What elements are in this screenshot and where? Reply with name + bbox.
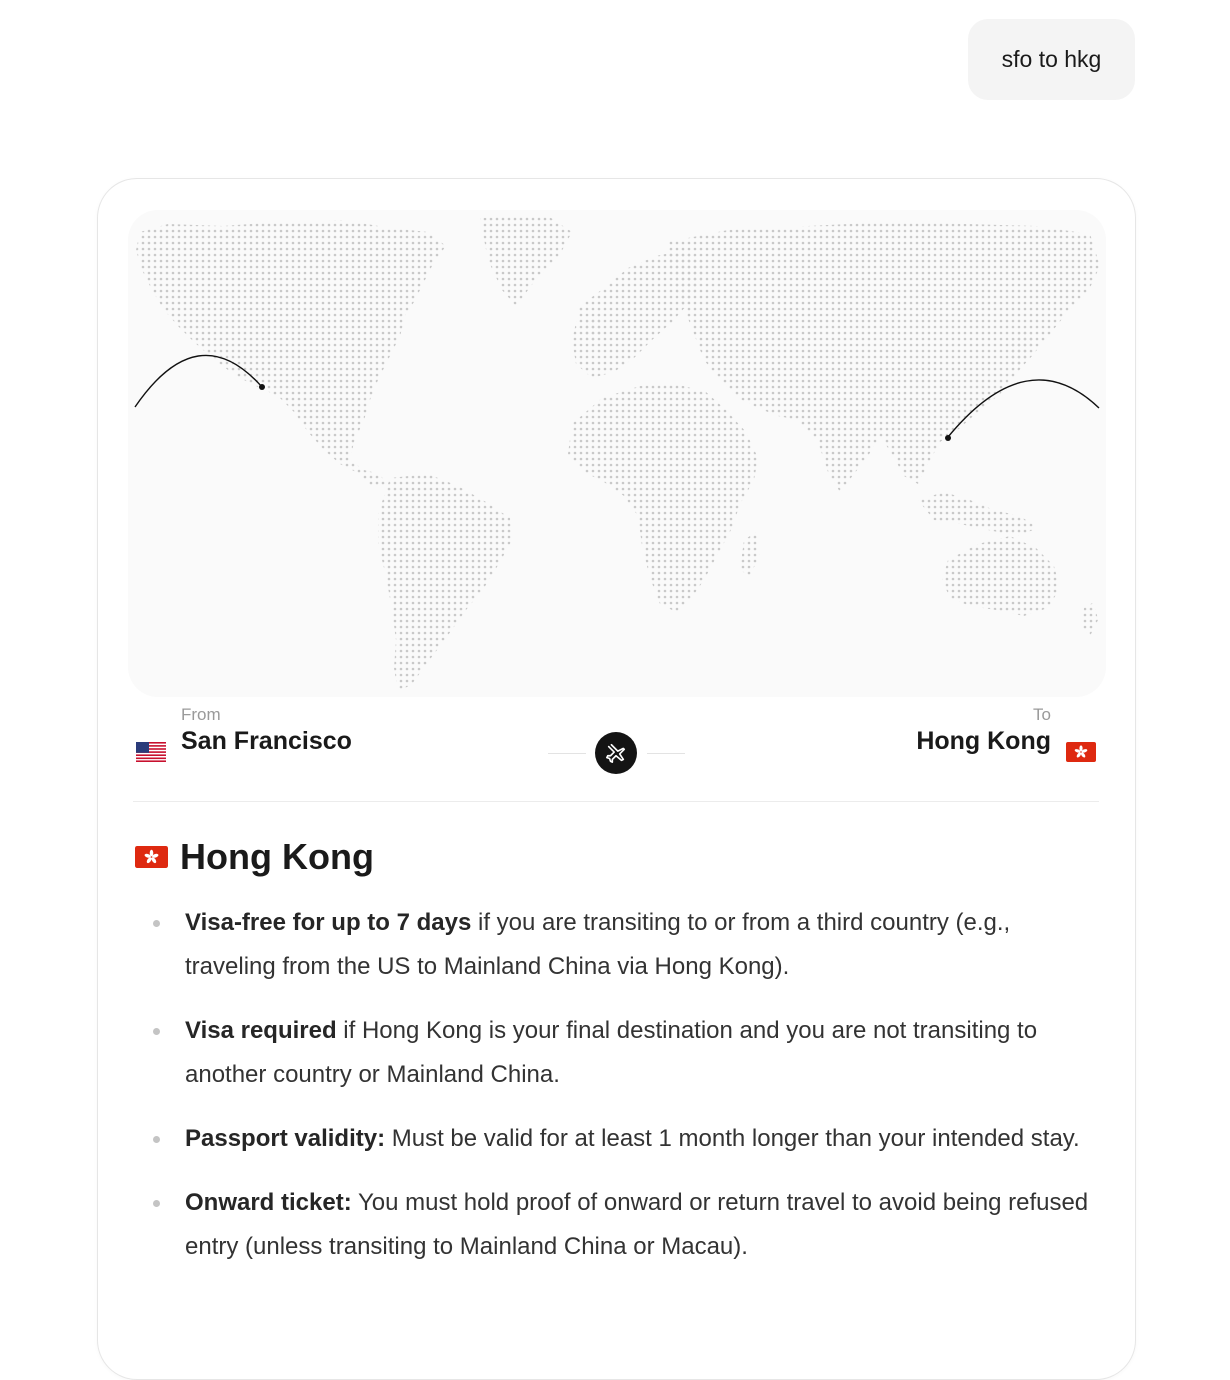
list-item (153, 901, 1103, 989)
hk-flag-icon (135, 846, 168, 868)
south-america-landmass (378, 474, 512, 692)
to-label: To (1033, 705, 1051, 724)
from-label: From (181, 705, 221, 724)
bullet-dot (153, 920, 160, 927)
requirement-text: Must be valid for at least 1 month longer than your intended stay. (385, 1125, 1080, 1152)
australia-landmass (942, 536, 1060, 616)
travel-card (97, 178, 1136, 1380)
list-item (153, 1117, 1103, 1161)
africa-landmass (568, 384, 758, 612)
user-message-bubble (968, 19, 1135, 100)
destination-marker (945, 435, 951, 441)
to-city: Hong Kong (916, 727, 1051, 755)
north-america-landmass (136, 220, 446, 486)
route-divider-right (647, 753, 685, 754)
world-map (128, 210, 1106, 697)
requirement-title: Visa required (185, 1017, 337, 1044)
new-zealand-landmass (1082, 602, 1098, 636)
user-message-text: sfo to hkg (1001, 46, 1102, 72)
madagascar-landmass (740, 532, 760, 576)
destination-title: Hong Kong (180, 836, 374, 877)
plane-icon (605, 742, 627, 764)
destination-heading (135, 836, 374, 878)
route-summary (133, 703, 1099, 802)
from-city: San Francisco (181, 727, 352, 755)
requirement-text: You must hold proof of onward or return travel to avoid being refused entry (unless transiting to Mainland China or Macau). (185, 1189, 1089, 1260)
entry-requirements-list (153, 901, 1103, 1289)
route-swap-button[interactable] (595, 732, 637, 774)
requirement-title: Visa-free for up to 7 days (185, 909, 472, 936)
requirement-text: if you are transiting to or from a third country (e.g., traveling from the US to Mainland China via Hong Kong). (185, 909, 1011, 980)
dotted-world-map (128, 210, 1106, 697)
continents (136, 216, 1100, 692)
southeast-asia-islands (918, 492, 1038, 536)
greenland-landmass (480, 216, 572, 306)
route-divider-left (548, 753, 586, 754)
hk-flag-icon (1066, 742, 1096, 762)
bullet-dot (153, 1028, 160, 1035)
requirement-title: Passport validity: (185, 1125, 386, 1152)
list-item (153, 1181, 1103, 1269)
requirement-text: if Hong Kong is your final destination and you are not transiting to another country or Mainland China. (185, 1017, 1038, 1088)
bullet-dot (153, 1200, 160, 1207)
bullet-dot (153, 1136, 160, 1143)
list-item (153, 1009, 1103, 1097)
origin-marker (259, 384, 265, 390)
requirement-title: Onward ticket: (185, 1189, 352, 1216)
us-flag-icon (136, 742, 166, 762)
